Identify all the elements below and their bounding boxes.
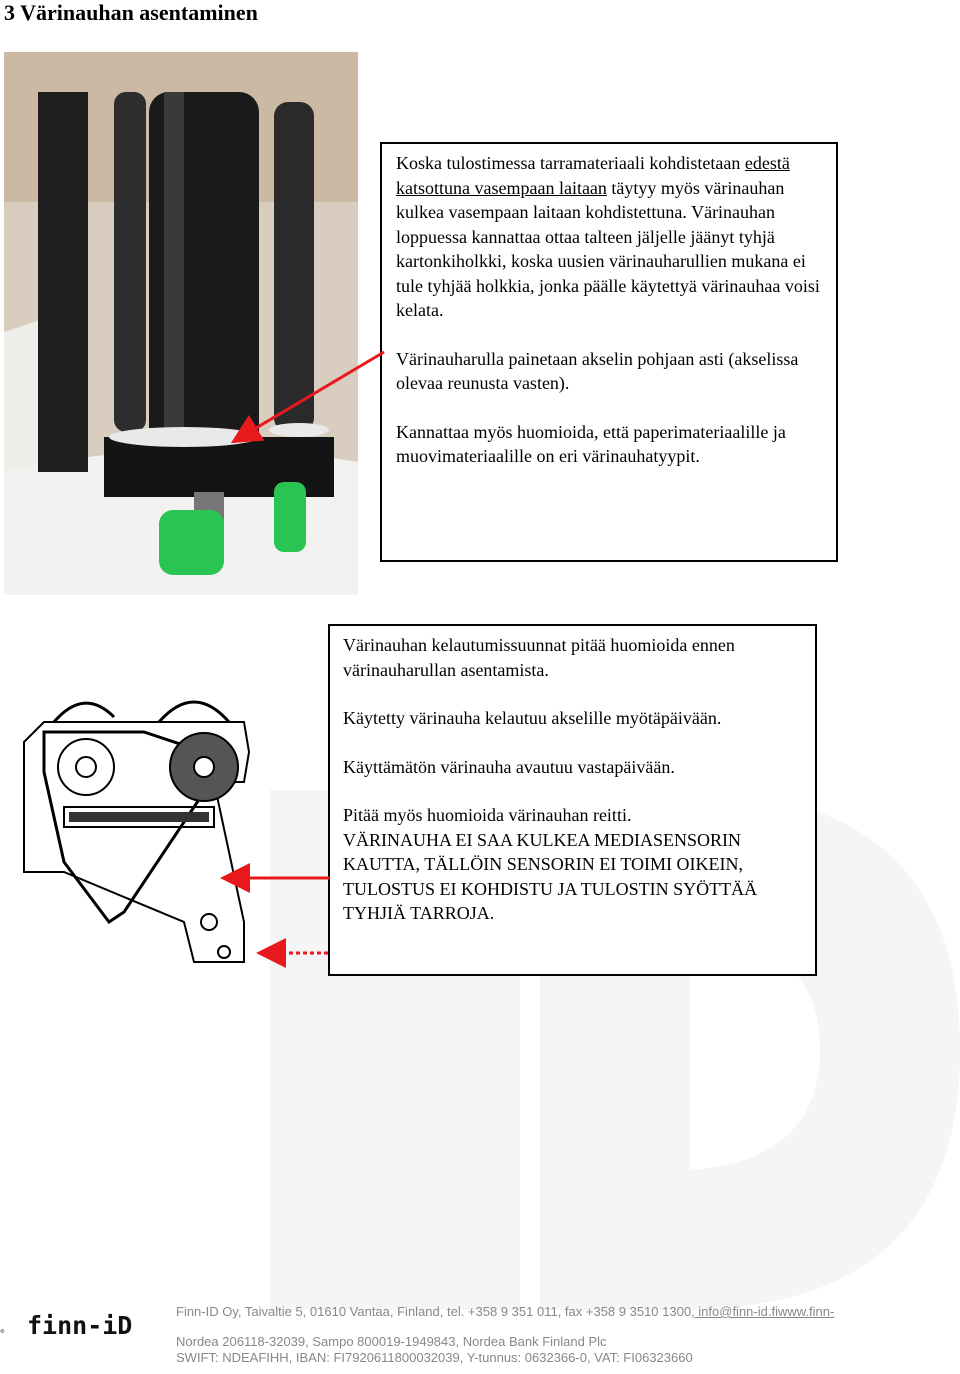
ribbon-path-diagram xyxy=(4,622,260,1014)
section-heading: 3 Värinauhan asentaminen xyxy=(4,0,258,25)
footer-address: Finn-ID Oy, Taivaltie 5, 01610 Vantaa, Finland, tel. +358 9 351 011, fax +358 9 3510 1300, info@finn-id.fiwww.finn- xyxy=(176,1304,835,1319)
ribbon-instructions-box xyxy=(380,142,838,562)
unused-ribbon-paragraph: Käyttämätön värinauha avautuu vastapäivään. xyxy=(343,756,675,777)
press-roll-paragraph: Värinauharulla painetaan akselin pohjaan asti (akselissa olevaa reunusta vasten). xyxy=(396,348,799,393)
email-link[interactable]: , info@finn-id.fi xyxy=(691,1304,778,1319)
footer-bank: Nordea 206118-32039, Sampo 800019-1949843, Nordea Bank Finland Plc xyxy=(176,1334,607,1349)
ribbon-spindle-photo xyxy=(4,52,358,595)
footer-tax: SWIFT: NDEAFIHH, IBAN: FI7920611800032039, Y-tunnus: 0632366-0, VAT: FI06323660 xyxy=(176,1350,693,1365)
copyright-icon xyxy=(0,1316,26,1346)
used-ribbon-paragraph: Käytetty värinauha kelautuu akselille myötäpäivään. xyxy=(343,708,722,728)
finn-id-logo: finn-iD xyxy=(27,1311,133,1340)
ribbon-types-paragraph: Kannattaa myös huomioida, että paperimateriaalille ja muovimateriaalille on eri värinauhatyypit. xyxy=(396,421,786,466)
winding-direction-box xyxy=(328,624,817,976)
website-link[interactable]: www.finn- xyxy=(777,1304,835,1319)
underlined-phrase: edestä katsottuna vasempaan laitaan xyxy=(396,153,790,198)
sensor-warning: VÄRINAUHA EI SAA KULKEA MEDIASENSORIN KAUTTA, TÄLLÖIN SENSORIN EI TOIMI OIKEIN, TULOSTUS EI KOHDISTU JA TULOSTIN SYÖTTÄÄ TYHJIÄ TARROJA. xyxy=(343,829,758,923)
ribbon-route-paragraph: Pitää myös huomioida värinauhan reitti. VÄRINAUHA EI SAA KULKEA MEDIASENSORIN KAUTTA, TÄLLÖIN SENSORIN EI TOIMI OIKEIN, TULOSTUS EI KOHDISTU JA TULOSTIN SYÖTTÄÄ TYHJIÄ TARROJA. xyxy=(343,805,758,923)
winding-direction-paragraph: Värinauhan kelautumissuunnat pitää huomioida ennen värinauharullan asentamista. xyxy=(343,635,735,680)
ribbon-alignment-paragraph: Koska tulostimessa tarramateriaali kohdistetaan edestä katsottuna vasempaan laitaan täytyy myös värinauhan kulkea vasempaan laitaan kohdistettuna. Värinauhan loppuessa kannattaa ottaa talteen jäljelle jäänyt tyhjä kartonkiholkki, koska uusien värinauharullien mukana ei tule tyhjää holkkia, jonka päälle käytettyä värinauhaa voisi kelata. xyxy=(396,153,820,320)
